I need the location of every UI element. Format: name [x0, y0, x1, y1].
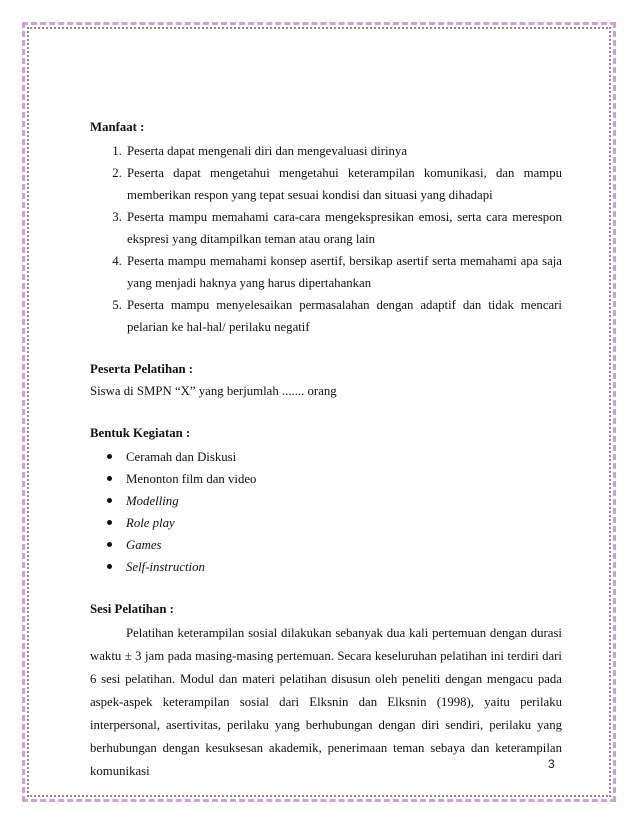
bullet-icon: [107, 454, 112, 459]
manfaat-list: [90, 140, 562, 338]
list-item: Modelling: [90, 490, 562, 512]
bullet-icon: [107, 564, 112, 569]
list-item: 3. Peserta mampu memahami cara-cara mengekspresikan emosi, serta cara merespon ekspresi yang ditampilkan teman atau orang lain: [125, 206, 562, 250]
bullet-icon: [107, 520, 112, 525]
bentuk-list: [90, 446, 562, 578]
list-item: Role play: [90, 512, 562, 534]
list-item: 4. Peserta mampu memahami konsep asertif, bersikap asertif serta memahami apa saja yang menjadi haknya yang harus dipertahankan: [125, 250, 562, 294]
list-item: 5. Peserta mampu menyelesaikan permasalahan dengan adaptif dan tidak mencari pelarian ke hal-hal/ perilaku negatif: [125, 294, 562, 338]
sesi-text: Pelatihan keterampilan sosial dilakukan sebanyak dua kali pertemuan dengan durasi waktu ± 3 jam pada masing-masing pertemuan. Secara keseluruhan pelatihan ini terdiri dari 6 sesi pelatihan. Modul dan materi pelatihan disusun oleh peneliti dengan mengacu pada aspek-aspek keterampilan sosial dari Elksnin dan Elksnin (1998), yaitu perilaku interpersonal, asertivitas, perilaku yang berhubungan dengan diri sendiri, perilaku yang berhubungan dengan kesuksesan akademik, penerimaan teman sebaya dan keterampilan komunikasi: [90, 626, 562, 778]
bullet-icon: [107, 498, 112, 503]
list-item: Ceramah dan Diskusi: [90, 446, 562, 468]
sesi-heading: Sesi Pelatihan :: [90, 602, 174, 616]
bullet-icon: [107, 476, 112, 481]
list-item: 2. Peserta dapat mengetahui mengetahui keterampilan komunikasi, dan mampu memberikan respon yang tepat sesuai kondisi dan situasi yang dihadapi: [125, 162, 562, 206]
peserta-text: Siswa di SMPN “X” yang berjumlah ....... orang: [90, 384, 337, 398]
peserta-heading: Peserta Pelatihan :: [90, 362, 194, 376]
bentuk-heading: Bentuk Kegiatan :: [90, 426, 191, 440]
bullet-icon: [107, 542, 112, 547]
list-item: 1. Peserta dapat mengenali diri dan mengevaluasi dirinya: [125, 140, 562, 162]
page-number: 3: [548, 757, 555, 771]
document-body: [90, 116, 562, 783]
list-item: Games: [90, 534, 562, 556]
list-item: Menonton film dan video: [90, 468, 562, 490]
manfaat-heading: Manfaat :: [90, 120, 145, 134]
list-item: Self-instruction: [90, 556, 562, 578]
